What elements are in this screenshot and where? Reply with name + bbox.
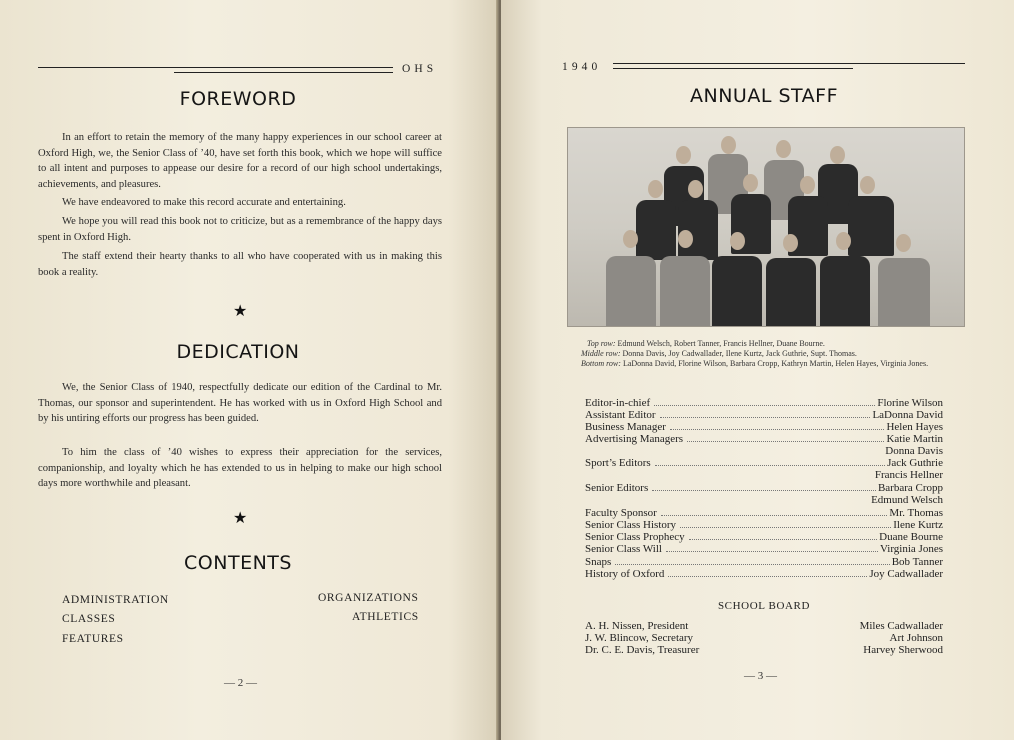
contents-title: CONTENTS — [184, 552, 292, 574]
staff-name: Edmund Welsch — [871, 494, 943, 506]
foreword-paragraph-3: We hope you will read this book not to criticize, but as a remembrance of the happy days spent in Oxford High. — [38, 216, 442, 243]
staff-role: Senior Class History — [585, 519, 677, 531]
staff-row — [585, 457, 943, 469]
staff-role: Assistant Editor — [585, 409, 656, 421]
right-page — [501, 0, 1014, 740]
staff-row — [585, 507, 943, 519]
staff-name: Barbara Cropp — [877, 482, 943, 494]
staff-role: Faculty Sponsor — [585, 507, 657, 519]
page-number-left: — 2 — — [224, 677, 257, 689]
staff-name: Ilene Kurtz — [893, 519, 943, 531]
caption-middle-row — [561, 349, 971, 359]
staff-name: Francis Hellner — [874, 469, 943, 481]
staff-row — [585, 397, 943, 409]
contents-item-administration: ADMINISTRATION — [62, 594, 169, 606]
foreword-paragraph-1: In an effort to retain the memory of the many happy experiences in our school career at Oxford High, we, the Senior Class of ’40, have set forth this book, which we hope will suffice to all intent and purposes to appease our desire for a record of our high school undertakings, achievements, and pleasures. — [38, 132, 442, 190]
staff-role: Senior Editors — [585, 482, 649, 494]
staff-role: Advertising Managers — [585, 433, 684, 445]
staff-name: Bob Tanner — [891, 556, 943, 568]
staff-row — [585, 433, 943, 445]
school-board-left — [585, 620, 699, 656]
staff-group-photo — [567, 127, 965, 327]
dedication-paragraph-2: To him the class of ’40 wishes to express their appreciation for the services, companionship, and loyalty which he has extended to us in helping to make our high school days more worthwhile and pleasant. — [38, 447, 442, 489]
school-board-right — [831, 620, 943, 656]
board-member: Miles Cadwallader — [859, 620, 943, 632]
staff-row — [585, 556, 943, 568]
staff-row — [585, 421, 943, 433]
caption-top-names: Edmund Welsch, Robert Tanner, Francis Hellner, Duane Bourne. — [617, 339, 825, 348]
caption-bottom-label: Bottom row: — [581, 359, 621, 368]
staff-role: Senior Class Prophecy — [585, 531, 685, 543]
foreword-paragraph-4: The staff extend their hearty thanks to all who have cooperated with us in making this book a reality. — [38, 251, 442, 278]
contents-item-classes: CLASSES — [62, 613, 116, 625]
caption-middle-names: Donna Davis, Joy Cadwallader, Ilene Kurtz, Jack Guthrie, Supt. Thomas. — [622, 349, 857, 358]
staff-name: Joy Cadwallader — [869, 568, 943, 580]
photo-caption — [561, 339, 971, 369]
header-rule-top — [38, 67, 393, 68]
page-number-right: — 3 — — [744, 670, 777, 682]
dedication-title: DEDICATION — [176, 341, 300, 363]
staff-name: Florine Wilson — [877, 397, 943, 409]
staff-role: Sport’s Editors — [585, 457, 651, 469]
star-divider-1: ★ — [233, 301, 248, 320]
header-year: 1 9 4 0 — [562, 61, 598, 73]
staff-name: Duane Bourne — [879, 531, 943, 543]
staff-row — [585, 531, 943, 543]
staff-row — [585, 445, 943, 457]
staff-name: Helen Hayes — [886, 421, 943, 433]
staff-row — [585, 469, 943, 481]
contents-item-features: FEATURES — [62, 633, 124, 645]
staff-name: LaDonna David — [872, 409, 943, 421]
header-rule-top-right — [613, 63, 965, 64]
staff-row — [585, 543, 943, 555]
staff-row — [585, 568, 943, 580]
header-rule-bottom-right — [613, 68, 853, 69]
staff-name: Mr. Thomas — [889, 507, 943, 519]
staff-row — [585, 519, 943, 531]
caption-bottom-names: LaDonna David, Florine Wilson, Barbara Cropp, Kathryn Martin, Helen Hayes, Virginia Jones. — [622, 359, 929, 368]
annual-staff-title: ANNUAL STAFF — [690, 85, 838, 107]
foreword-paragraph-2: We have endeavored to make this record accurate and entertaining. — [62, 197, 346, 208]
staff-role: Editor-in-chief — [585, 397, 651, 409]
left-page — [0, 0, 498, 740]
staff-role: History of Oxford — [585, 568, 665, 580]
header-ohs: O H S — [402, 63, 434, 75]
staff-name: Katie Martin — [886, 433, 943, 445]
school-board-title: SCHOOL BOARD — [717, 600, 811, 612]
caption-bottom-row — [561, 359, 971, 369]
board-member: Harvey Sherwood — [863, 644, 943, 656]
staff-name: Donna Davis — [885, 445, 943, 457]
foreword-title: FOREWORD — [179, 88, 297, 110]
board-member: Dr. C. E. Davis, Treasurer — [585, 644, 700, 656]
staff-row — [585, 409, 943, 421]
board-member: J. W. Blincow, Secretary — [585, 632, 694, 644]
staff-row — [585, 482, 943, 494]
board-member: Art Johnson — [889, 632, 943, 644]
staff-name: Virginia Jones — [880, 543, 943, 555]
staff-row — [585, 494, 943, 506]
star-divider-2: ★ — [233, 508, 248, 527]
header-rule-bottom — [174, 72, 393, 73]
contents-item-athletics: ATHLETICS — [352, 611, 419, 623]
staff-name: Jack Guthrie — [887, 457, 943, 469]
dedication-paragraph-1: We, the Senior Class of 1940, respectfully dedicate our edition of the Cardinal to Mr. Thomas, our sponsor and superintendent. He has worked with us in Oxford High School and by his untiring efforts our progress has been guided. — [38, 382, 442, 424]
caption-middle-label: Middle row: — [581, 349, 621, 358]
caption-top-label: Top row: — [587, 339, 616, 348]
board-member: A. H. Nissen, President — [585, 620, 689, 632]
staff-role: Business Manager — [585, 421, 666, 433]
staff-role: Senior Class Will — [585, 543, 662, 555]
contents-item-organizations: ORGANIZATIONS — [318, 592, 419, 604]
staff-role: Snaps — [585, 556, 612, 568]
caption-top-row — [561, 339, 971, 349]
